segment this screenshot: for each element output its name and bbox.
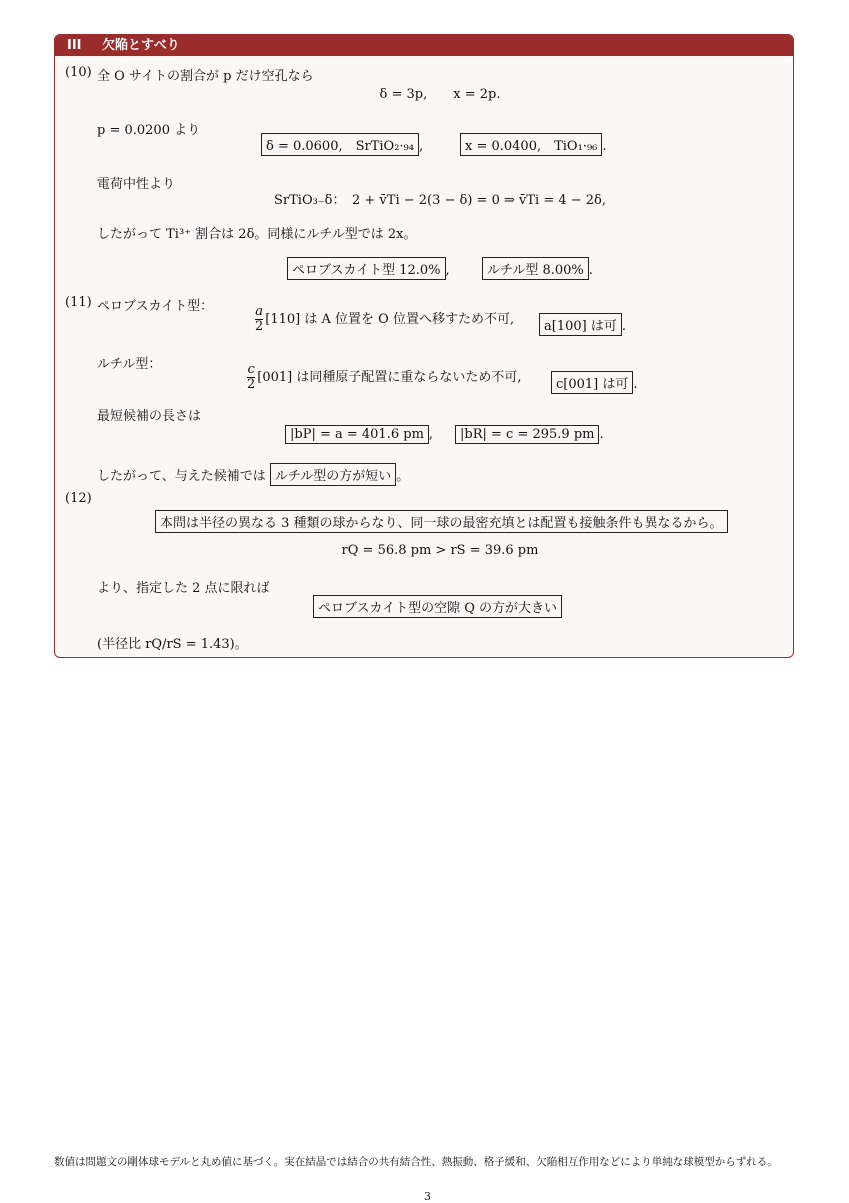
section-number: III	[67, 38, 82, 53]
answer-box-perovskite-ratio: ペロブスカイト型 12.0% ,	[287, 257, 450, 280]
section-header	[55, 35, 793, 56]
eq-delta-x: δ = 3p, x = 2p.	[379, 87, 501, 102]
page-number: 3	[424, 1190, 431, 1203]
neutrality-label: 電荷中性より	[97, 177, 176, 192]
given-p: p = 0.0200 より	[97, 123, 201, 138]
answer-box-tio: x = 0.0400, TiO₁·₉₆ .	[460, 133, 607, 156]
rutile-line: $\frac{c}{2}$ [001] は同種原子配置に重ならないため不可,	[247, 362, 522, 392]
slip-conclusion: したがって、与えた候補では ルチル型の方が短い 。	[97, 463, 409, 486]
answer-box-bp: |bP| = a = 401.6 pm ,	[285, 425, 433, 444]
fraction-c-over-2: $\frac{c}{2}$	[247, 362, 256, 392]
footnote: 数値は問題文の剛体球モデルと丸め値に基づく。実在結晶では結合の共有結合性、熱振動、格子緩和、欠陥相互作用などにより単純な球模型からずれる。	[54, 1156, 778, 1168]
problem-10-label: (10)	[65, 65, 92, 80]
perovskite-label: ペロブスカイト型：	[97, 299, 214, 314]
problem-10-intro: 全 O サイトの割合が p だけ空孔なら	[97, 69, 314, 84]
answer-box-br: |bR| = c = 295.9 pm .	[455, 425, 604, 444]
rutile-label: ルチル型：	[97, 357, 162, 372]
perovskite-line: $\frac{a}{2}$ [110] は A 位置を O 位置へ移すため不可,	[255, 304, 515, 334]
eq-radius-compare: rQ = 56.8 pm > rS = 39.6 pm	[341, 543, 539, 558]
problem-12-label: (12)	[65, 491, 92, 506]
answer-box-perovskite-slip: a[100] は可 .	[539, 313, 626, 336]
answer-box-void: ペロブスカイト型の空隙 Q の方が大きい	[313, 595, 562, 618]
section-panel	[54, 34, 794, 658]
answer-box-srtio: δ = 0.0600, SrTiO₂·₉₄ ,	[261, 133, 423, 156]
answer-box-rutile-ratio: ルチル型 8.00% .	[482, 257, 593, 280]
answer-box-reason: 本問は半径の異なる 3 種類の球からなり、同一球の最密充填とは配置も接触条件も異なるから。	[155, 510, 728, 533]
ti3-conclusion: したがって Ti³⁺ 割合は 2δ。同様にルチル型では 2x。	[97, 227, 417, 242]
radius-ratio: (半径比 rQ/rS = 1.43)。	[97, 637, 248, 652]
eq-neutrality: SrTiO₃₋δ： 2 + v̄Ti − 2(3 − δ) = 0 ⇒ v̄Ti = 4 − 2δ,	[273, 193, 607, 208]
shortest-label: 最短候補の長さは	[97, 409, 202, 424]
answer-box-rutile-slip: c[001] は可 .	[551, 371, 638, 394]
problem-11-label: (11)	[65, 295, 92, 310]
restriction-text: より、指定した 2 点に限れば	[97, 581, 270, 596]
fraction-a-over-2: $\frac{a}{2}$	[255, 304, 264, 334]
section-title: 欠陥とすべり	[102, 38, 180, 53]
